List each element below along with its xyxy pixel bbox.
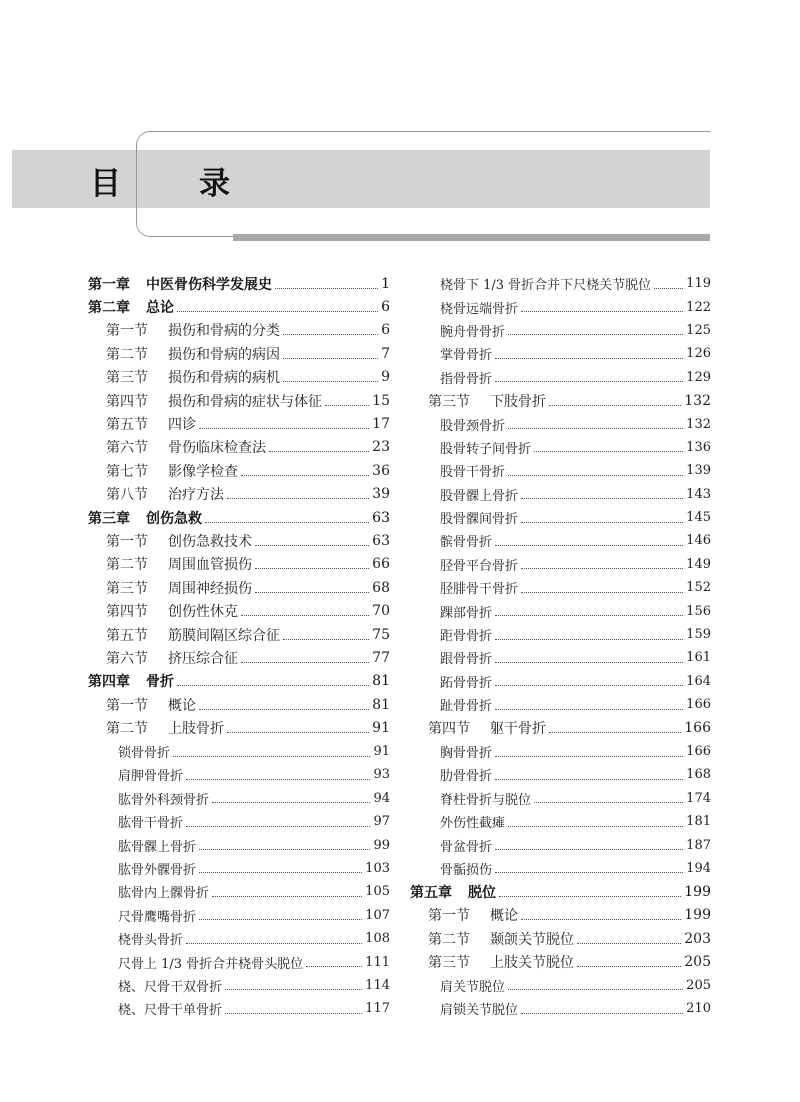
toc-entry-title: 桡、尺骨干单骨折	[118, 1003, 223, 1019]
dot-leader	[508, 474, 683, 476]
toc-entry-section	[410, 927, 711, 950]
toc-entry-page-number: 159	[686, 627, 711, 643]
toc-entry-title: 股骨转子间骨折	[440, 441, 532, 457]
toc-entry-page-number: 105	[365, 884, 390, 900]
toc-entry-section	[88, 529, 390, 552]
toc-entry-label: 第一章	[88, 276, 130, 293]
toc-entry-page-number: 94	[373, 790, 390, 806]
toc-entry-section	[88, 483, 390, 506]
toc-entry-sub	[410, 974, 711, 997]
toc-entry-label: 第二章	[88, 300, 130, 317]
toc-entry-section	[88, 646, 390, 669]
dot-leader	[521, 1012, 683, 1014]
toc-entry-label: 第六节	[106, 650, 148, 667]
toc-entry-label: 第四节	[428, 721, 470, 738]
toc-entry-title: 概论	[168, 697, 196, 714]
toc-entry-title: 肩关节脱位	[440, 979, 506, 995]
dot-leader	[654, 287, 683, 289]
toc-entry-title: 上肢关节脱位	[490, 955, 574, 972]
toc-entry-label: 第四节	[106, 393, 148, 410]
toc-entry-sub	[88, 810, 390, 833]
toc-entry-title: 桡骨远端骨折	[440, 301, 519, 317]
toc-entry-section	[410, 716, 711, 739]
page-title-char-1: 目	[90, 165, 121, 202]
toc-entry-sub	[410, 436, 711, 459]
toc-entry-section	[88, 436, 390, 459]
dot-leader	[241, 661, 369, 663]
dot-leader	[521, 497, 683, 499]
toc-entry-page-number: 156	[686, 603, 711, 619]
dot-leader	[283, 380, 378, 382]
toc-entry-section	[410, 904, 711, 927]
toc-entry-page-number: 77	[372, 649, 390, 666]
dot-leader	[495, 661, 683, 663]
toc-entry-page-number: 129	[686, 369, 711, 385]
dot-leader	[495, 871, 683, 873]
toc-entry-label: 第五节	[106, 627, 148, 644]
toc-entry-page-number: 166	[684, 720, 711, 737]
dot-leader	[186, 778, 370, 780]
toc-entry-page-number: 1	[381, 275, 390, 292]
toc-entry-section	[88, 553, 390, 576]
toc-entry-page-number: 166	[686, 697, 711, 713]
toc-entry-page-number: 210	[686, 1001, 711, 1017]
toc-entry-page-number: 152	[686, 580, 711, 596]
toc-entry-sub	[410, 272, 711, 295]
dot-leader	[186, 942, 362, 944]
toc-entry-sub	[410, 670, 711, 693]
dot-leader	[186, 825, 370, 827]
toc-entry-page-number: 122	[686, 299, 711, 315]
toc-entry-label: 第一节	[106, 697, 148, 714]
toc-entry-sub	[410, 529, 711, 552]
toc-entry-page-number: 126	[686, 346, 711, 362]
toc-entry-title: 股骨干骨折	[440, 465, 506, 481]
toc-entry-title: 趾骨骨折	[440, 699, 493, 715]
toc-entry-page-number: 194	[686, 860, 711, 876]
toc-entry-title: 肩胛骨骨折	[118, 769, 184, 785]
dot-leader	[521, 567, 683, 569]
toc-entry-sub	[410, 599, 711, 622]
dot-leader	[255, 591, 369, 593]
toc-entry-sub	[410, 763, 711, 786]
dot-leader	[521, 591, 683, 593]
toc-entry-title: 损伤和骨病的症状与体征	[168, 393, 322, 410]
dot-leader	[499, 895, 681, 897]
toc-entry-title: 概论	[490, 908, 518, 925]
toc-entry-sub	[88, 904, 390, 927]
toc-entry-label: 第七节	[106, 463, 148, 480]
toc-column-right	[410, 272, 711, 1021]
toc-entry-page-number: 136	[686, 439, 711, 455]
toc-entry-title: 创伤急救	[146, 510, 202, 527]
toc-entry-page-number: 146	[686, 533, 711, 549]
toc-entry-page-number: 187	[686, 837, 711, 853]
toc-entry-page-number: 203	[684, 930, 711, 947]
toc-entry-sub	[410, 857, 711, 880]
toc-entry-section	[88, 389, 390, 412]
toc-entry-page-number: 132	[686, 416, 711, 432]
toc-entry-page-number: 6	[381, 322, 390, 339]
toc-entry-sub	[410, 506, 711, 529]
dot-leader	[495, 614, 683, 616]
toc-entry-label: 第三节	[428, 955, 470, 972]
dot-leader	[534, 450, 683, 452]
toc-entry-title: 上肢骨折	[168, 721, 224, 738]
toc-entry-label: 第四节	[106, 604, 148, 621]
toc-entry-sub	[410, 576, 711, 599]
toc-entry-title: 肱骨外科颈骨折	[118, 792, 210, 808]
dot-leader	[255, 544, 369, 546]
dot-leader	[283, 333, 378, 335]
toc-entry-page-number: 108	[365, 931, 390, 947]
toc-entry-title: 创伤性休克	[168, 604, 238, 621]
toc-entry-title: 骨骺损伤	[440, 862, 493, 878]
toc-entry-chapter	[88, 670, 390, 693]
dot-leader	[495, 544, 683, 546]
toc-entry-title: 下肢骨折	[490, 393, 546, 410]
toc-entry-page-number: 63	[372, 509, 390, 526]
toc-entry-title: 四诊	[168, 417, 196, 434]
toc-entry-label: 第六节	[106, 440, 148, 457]
toc-entry-page-number: 168	[686, 767, 711, 783]
toc-entry-section	[88, 576, 390, 599]
toc-entry-sub	[410, 412, 711, 435]
toc-entry-section	[88, 366, 390, 389]
dot-leader	[508, 333, 683, 335]
toc-entry-title: 影像学检查	[168, 463, 238, 480]
toc-entry-label: 第一节	[106, 323, 148, 340]
toc-entry-title: 跟骨骨折	[440, 652, 493, 668]
toc-entry-title: 踝部骨折	[440, 605, 493, 621]
toc-entry-section	[410, 950, 711, 973]
dot-leader	[241, 474, 369, 476]
toc-entry-sub	[410, 646, 711, 669]
toc-entry-title: 距骨骨折	[440, 629, 493, 645]
dot-leader	[508, 825, 683, 827]
toc-entry-chapter	[88, 506, 390, 529]
toc-entry-section	[88, 716, 390, 739]
toc-entry-title: 肩锁关节脱位	[440, 1003, 519, 1019]
toc-entry-title: 挤压综合征	[168, 650, 238, 667]
toc-entry-sub	[410, 553, 711, 576]
dot-leader	[205, 521, 369, 523]
toc-entry-title: 肱骨干骨折	[118, 816, 184, 832]
dot-leader	[283, 638, 369, 640]
toc-entry-title: 胫腓骨干骨折	[440, 582, 519, 598]
toc-entry-title: 肱骨外髁骨折	[118, 862, 197, 878]
toc-entry-page-number: 181	[686, 814, 711, 830]
toc-entry-page-number: 111	[365, 954, 390, 970]
toc-entry-title: 桡骨下 1/3 骨折合并下尺桡关节脱位	[440, 278, 652, 294]
toc-entry-title: 股骨髁上骨折	[440, 488, 519, 504]
toc-entry-section	[88, 623, 390, 646]
dot-leader	[325, 404, 369, 406]
dot-leader	[521, 918, 681, 920]
toc-entry-title: 脱位	[468, 884, 496, 901]
toc-entry-page-number: 161	[686, 650, 711, 666]
toc-entry-page-number: 36	[372, 462, 390, 479]
toc-entry-page-number: 93	[373, 767, 390, 783]
toc-entry-chapter	[410, 880, 711, 903]
dot-leader	[199, 848, 370, 850]
toc-entry-sub	[88, 927, 390, 950]
toc-entry-section	[88, 412, 390, 435]
dot-leader	[177, 684, 369, 686]
toc-entry-sub	[88, 950, 390, 973]
toc-entry-title: 尺骨上 1/3 骨折合并桡骨头脱位	[118, 956, 304, 972]
dot-leader	[495, 684, 683, 686]
dot-leader	[241, 614, 369, 616]
toc-entry-page-number: 7	[381, 345, 390, 362]
toc-entry-sub	[88, 880, 390, 903]
toc-entry-page-number: 205	[686, 977, 711, 993]
toc-entry-sub	[88, 833, 390, 856]
dot-leader	[199, 871, 362, 873]
dot-leader	[549, 731, 681, 733]
toc-entry-page-number: 68	[372, 579, 390, 596]
toc-entry-title: 股骨髁间骨折	[440, 512, 519, 528]
toc-entry-sub	[410, 693, 711, 716]
toc-entry-label: 第二节	[106, 557, 148, 574]
toc-entry-page-number: 114	[365, 977, 390, 993]
toc-entry-sub	[410, 997, 711, 1020]
toc-entry-title: 肱骨髁上骨折	[118, 839, 197, 855]
toc-entry-chapter	[88, 272, 390, 295]
toc-entry-title: 总论	[146, 300, 174, 317]
toc-entry-sub	[410, 342, 711, 365]
toc-entry-page-number: 15	[372, 392, 390, 409]
toc-entry-sub	[410, 459, 711, 482]
dot-leader	[173, 755, 370, 757]
toc-entry-page-number: 125	[686, 322, 711, 338]
toc-entry-sub	[410, 740, 711, 763]
toc-entry-chapter	[88, 295, 390, 318]
toc-entry-sub	[88, 997, 390, 1020]
toc-entry-label: 第二节	[106, 721, 148, 738]
toc-entry-title: 中医骨伤科学发展史	[146, 276, 272, 293]
dot-leader	[495, 380, 683, 382]
dot-leader	[508, 427, 683, 429]
toc-entry-title: 损伤和骨病的分类	[168, 323, 280, 340]
toc-entry-section	[88, 599, 390, 622]
toc-entry-sub	[410, 623, 711, 646]
toc-entry-title: 骨盆骨折	[440, 839, 493, 855]
toc-entry-sub	[410, 833, 711, 856]
dot-leader	[199, 918, 362, 920]
toc-entry-page-number: 6	[381, 299, 390, 316]
toc-entry-label: 第五节	[106, 417, 148, 434]
dot-leader	[212, 895, 362, 897]
dot-leader	[577, 942, 681, 944]
toc-entry-title: 桡、尺骨干双骨折	[118, 979, 223, 995]
toc-entry-title: 颞颌关节脱位	[490, 931, 574, 948]
toc-entry-label: 第一节	[428, 908, 470, 925]
toc-entry-page-number: 166	[686, 744, 711, 759]
toc-entry-section	[88, 693, 390, 716]
toc-entry-title: 外伤性截瘫	[440, 816, 506, 832]
toc-entry-page-number: 139	[686, 463, 711, 479]
toc-entry-page-number: 132	[684, 392, 711, 409]
title-underline-bar	[233, 234, 710, 241]
toc-entry-label: 第五章	[410, 884, 452, 901]
toc-entry-sub	[88, 763, 390, 786]
toc-entry-title: 髌骨骨折	[440, 535, 493, 551]
dot-leader	[495, 755, 683, 757]
toc-entry-section	[410, 389, 711, 412]
toc-entry-section	[88, 459, 390, 482]
toc-entry-page-number: 75	[372, 626, 390, 643]
toc-entry-sub	[410, 810, 711, 833]
toc-entry-page-number: 99	[373, 837, 390, 853]
toc-entry-page-number: 143	[686, 486, 711, 502]
dot-leader	[495, 357, 683, 359]
toc-entry-page-number: 91	[372, 720, 390, 737]
toc-entry-title: 肋骨骨折	[440, 769, 493, 785]
toc-entry-page-number: 17	[372, 416, 390, 433]
toc-entry-title: 骨伤临床检查法	[168, 440, 266, 457]
toc-entry-label: 第三节	[428, 393, 470, 410]
toc-entry-page-number: 81	[372, 673, 390, 690]
dot-leader	[283, 357, 378, 359]
toc-entry-title: 尺骨鹰嘴骨折	[118, 909, 197, 925]
toc-entry-title: 损伤和骨病的病机	[168, 370, 280, 387]
toc-entry-title: 胸骨骨折	[440, 746, 493, 761]
toc-entry-sub	[88, 787, 390, 810]
toc-entry-label: 第一节	[106, 533, 148, 550]
toc-entry-sub	[88, 740, 390, 763]
dot-leader	[199, 427, 369, 429]
toc-entry-title: 桡骨头骨折	[118, 933, 184, 949]
toc-entry-page-number: 81	[372, 696, 390, 713]
toc-entry-page-number: 199	[684, 907, 711, 924]
toc-entry-title: 周围血管损伤	[168, 557, 252, 574]
dot-leader	[227, 731, 369, 733]
toc-entry-page-number: 119	[686, 276, 711, 292]
dot-leader	[577, 965, 681, 967]
dot-leader	[495, 638, 683, 640]
toc-entry-page-number: 91	[373, 744, 390, 759]
header-right-margin	[710, 120, 800, 260]
dot-leader	[495, 708, 683, 710]
dot-leader	[225, 1012, 362, 1014]
dot-leader	[275, 287, 378, 289]
dot-leader	[177, 310, 378, 312]
toc-entry-title: 损伤和骨病的病因	[168, 346, 280, 363]
toc-entry-label: 第二节	[428, 931, 470, 948]
dot-leader	[495, 848, 683, 850]
toc-entry-section	[88, 342, 390, 365]
toc-entry-page-number: 9	[381, 369, 390, 386]
dot-leader	[306, 965, 362, 967]
page-header	[0, 0, 800, 260]
toc-entry-sub	[410, 319, 711, 342]
toc-entry-sub	[410, 295, 711, 318]
toc-entry-page-number: 39	[372, 486, 390, 503]
dot-leader	[269, 450, 369, 452]
toc-entry-title: 创伤急救技术	[168, 533, 252, 550]
dot-leader	[521, 310, 683, 312]
toc-entry-page-number: 63	[372, 532, 390, 549]
toc-entry-page-number: 174	[686, 790, 711, 806]
toc-entry-sub	[88, 974, 390, 997]
dot-leader	[508, 988, 683, 990]
toc-entry-page-number: 70	[372, 603, 390, 620]
toc-entry-sub	[88, 857, 390, 880]
page-title-char-2: 录	[199, 165, 230, 202]
toc-entry-page-number: 149	[686, 556, 711, 572]
toc-entry-title: 肱骨内上髁骨折	[118, 886, 210, 902]
toc-entry-page-number: 107	[365, 907, 390, 923]
toc-entry-title: 治疗方法	[168, 487, 224, 504]
dot-leader	[534, 801, 683, 803]
toc-entry-label: 第二节	[106, 346, 148, 363]
toc-column-left	[88, 272, 390, 1021]
toc-entry-page-number: 117	[365, 1001, 390, 1017]
dot-leader	[495, 778, 683, 780]
toc-entry-title: 指骨骨折	[440, 371, 493, 387]
toc-entry-page-number: 164	[686, 673, 711, 689]
toc-entry-title: 躯干骨折	[490, 721, 546, 738]
dot-leader	[521, 521, 683, 523]
toc-entry-label: 第三节	[106, 580, 148, 597]
toc-entry-title: 掌骨骨折	[440, 348, 493, 364]
toc-entry-title: 胫骨平台骨折	[440, 558, 519, 574]
toc-entry-page-number: 97	[373, 814, 390, 830]
dot-leader	[225, 988, 362, 990]
toc-entry-label: 第八节	[106, 487, 148, 504]
toc-entry-title: 周围神经损伤	[168, 580, 252, 597]
toc-entry-title: 锁骨骨折	[118, 746, 171, 761]
toc-entry-page-number: 66	[372, 556, 390, 573]
toc-entry-title: 跖骨骨折	[440, 675, 493, 691]
toc-entry-page-number: 103	[365, 860, 390, 876]
toc-entry-section	[88, 319, 390, 342]
toc-entry-label: 第三章	[88, 510, 130, 527]
toc-entry-label: 第四章	[88, 674, 130, 691]
toc-entry-title: 腕舟骨骨折	[440, 324, 506, 340]
page-title	[90, 158, 230, 202]
toc-entry-page-number: 205	[684, 954, 711, 971]
toc-entry-sub	[410, 483, 711, 506]
toc-entry-sub	[410, 366, 711, 389]
dot-leader	[212, 801, 370, 803]
toc-entry-title: 脊柱骨折与脱位	[440, 792, 532, 808]
dot-leader	[227, 497, 369, 499]
dot-leader	[199, 708, 369, 710]
toc-entry-page-number: 145	[686, 510, 711, 526]
toc-entry-page-number: 199	[684, 883, 711, 900]
dot-leader	[549, 404, 681, 406]
toc-entry-title: 股骨颈骨折	[440, 418, 506, 434]
toc-entry-title: 筋膜间隔区综合征	[168, 627, 280, 644]
toc-entry-sub	[410, 787, 711, 810]
toc-entry-label: 第三节	[106, 370, 148, 387]
toc-entry-title: 骨折	[146, 674, 174, 691]
toc-entry-page-number: 23	[372, 439, 390, 456]
dot-leader	[255, 567, 369, 569]
